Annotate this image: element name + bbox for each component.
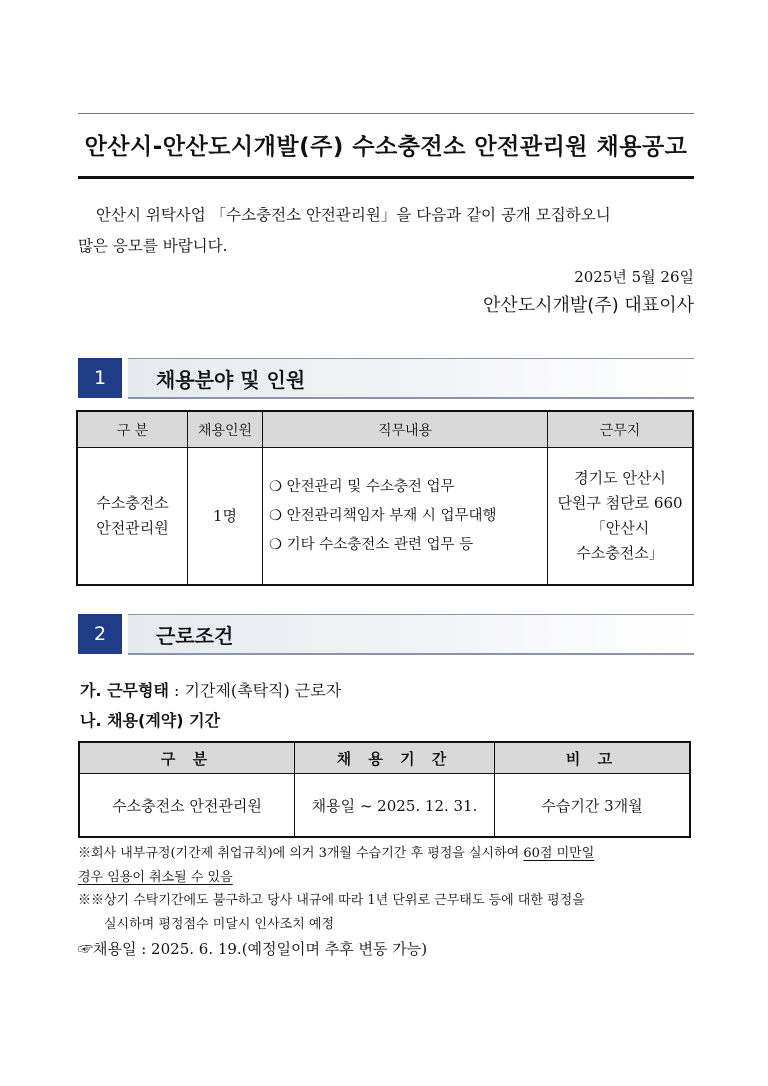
note-probation-underlined-2: 경우 임용이 취소될 수 있음	[78, 870, 233, 885]
position-line-1: 수소충전소	[96, 494, 169, 512]
position-line-2: 안전관리원	[96, 519, 169, 537]
page-title: 안산시-안산도시개발(주) 수소충전소 안전관리원 채용공고	[84, 134, 688, 160]
work-type-item	[80, 678, 341, 701]
section-2-label: 근로조건	[156, 624, 234, 648]
col-header-category: 구 분	[77, 411, 188, 448]
contract-table	[78, 741, 691, 838]
work-type-value: : 기간제(촉탁직) 근로자	[168, 681, 342, 700]
col-header-location: 근무지	[548, 411, 694, 448]
issuer: 안산도시개발(주) 대표이사	[482, 295, 694, 316]
col-header-period: 채 용 기 간	[295, 742, 495, 774]
section-1-label: 채용분야 및 인원	[156, 368, 306, 392]
hire-date-note: ☞채용일 : 2025. 6. 19.(예정일이며 추후 변동 가능)	[78, 940, 428, 958]
cell-duties	[263, 448, 548, 586]
top-divider	[78, 113, 694, 114]
title-underline	[78, 176, 694, 179]
col-header-category: 구 분	[79, 742, 295, 774]
intro-paragraph	[78, 200, 694, 262]
section-1-header	[78, 358, 694, 398]
work-type-title: 가. 근무형태	[80, 681, 169, 700]
section-2-number: 2	[78, 614, 122, 654]
table-row	[77, 448, 693, 586]
duty-item: ❍ 안전관리 및 수소충전 업무	[269, 478, 455, 495]
duty-item: ❍ 안전관리책임자 부재 시 업무대행	[269, 507, 497, 524]
intro-line-2: 많은 응모를 바랍니다.	[78, 237, 228, 255]
contract-period-item	[80, 708, 220, 731]
cell-count: 1명	[188, 448, 263, 586]
cell-location	[548, 448, 694, 586]
col-header-count: 채용인원	[188, 411, 263, 448]
note-probation-text: ※회사 내부규정(기간제 취업규칙)에 의거 3개월 수습기간 후 평정을 실시하여	[78, 846, 524, 861]
location-line-1: 경기도 안산시	[574, 469, 666, 487]
announcement-date: 2025년 5월 26일	[574, 268, 694, 286]
cell-period: 채용일 ~ 2025. 12. 31.	[295, 774, 495, 838]
col-header-duties: 직무내용	[263, 411, 548, 448]
recruitment-table	[76, 410, 694, 586]
table-row	[79, 774, 690, 838]
cell-position	[77, 448, 188, 586]
note-probation-underlined: 60점 미만일	[523, 846, 595, 861]
duty-item: ❍ 기타 수소충전소 관련 업무 등	[269, 536, 474, 553]
cell-position: 수소충전소 안전관리원	[79, 774, 295, 838]
cell-remarks: 수습기간 3개월	[495, 774, 691, 838]
note-evaluation	[78, 889, 698, 937]
note-probation	[78, 842, 698, 890]
section-2-header	[78, 614, 694, 654]
intro-line-1: 안산시 위탁사업 「수소충전소 안전관리원」을 다음과 같이 공개 모집하오니	[96, 206, 611, 224]
contract-period-title: 나. 채용(계약) 기간	[80, 711, 221, 730]
note-evaluation-line-2: 실시하며 평정점수 미달시 인사조치 예정	[104, 917, 335, 932]
section-1-number: 1	[78, 358, 122, 398]
location-line-4: 수소충전소」	[576, 544, 664, 562]
location-line-2: 단원구 첨단로 660	[557, 494, 683, 512]
col-header-remarks: 비 고	[495, 742, 691, 774]
location-line-3: 「안산시	[590, 519, 650, 537]
note-evaluation-line-1: ※※상기 수탁기간에도 불구하고 당사 내규에 따라 1년 단위로 근무태도 등에 대한 평정을	[78, 893, 585, 908]
